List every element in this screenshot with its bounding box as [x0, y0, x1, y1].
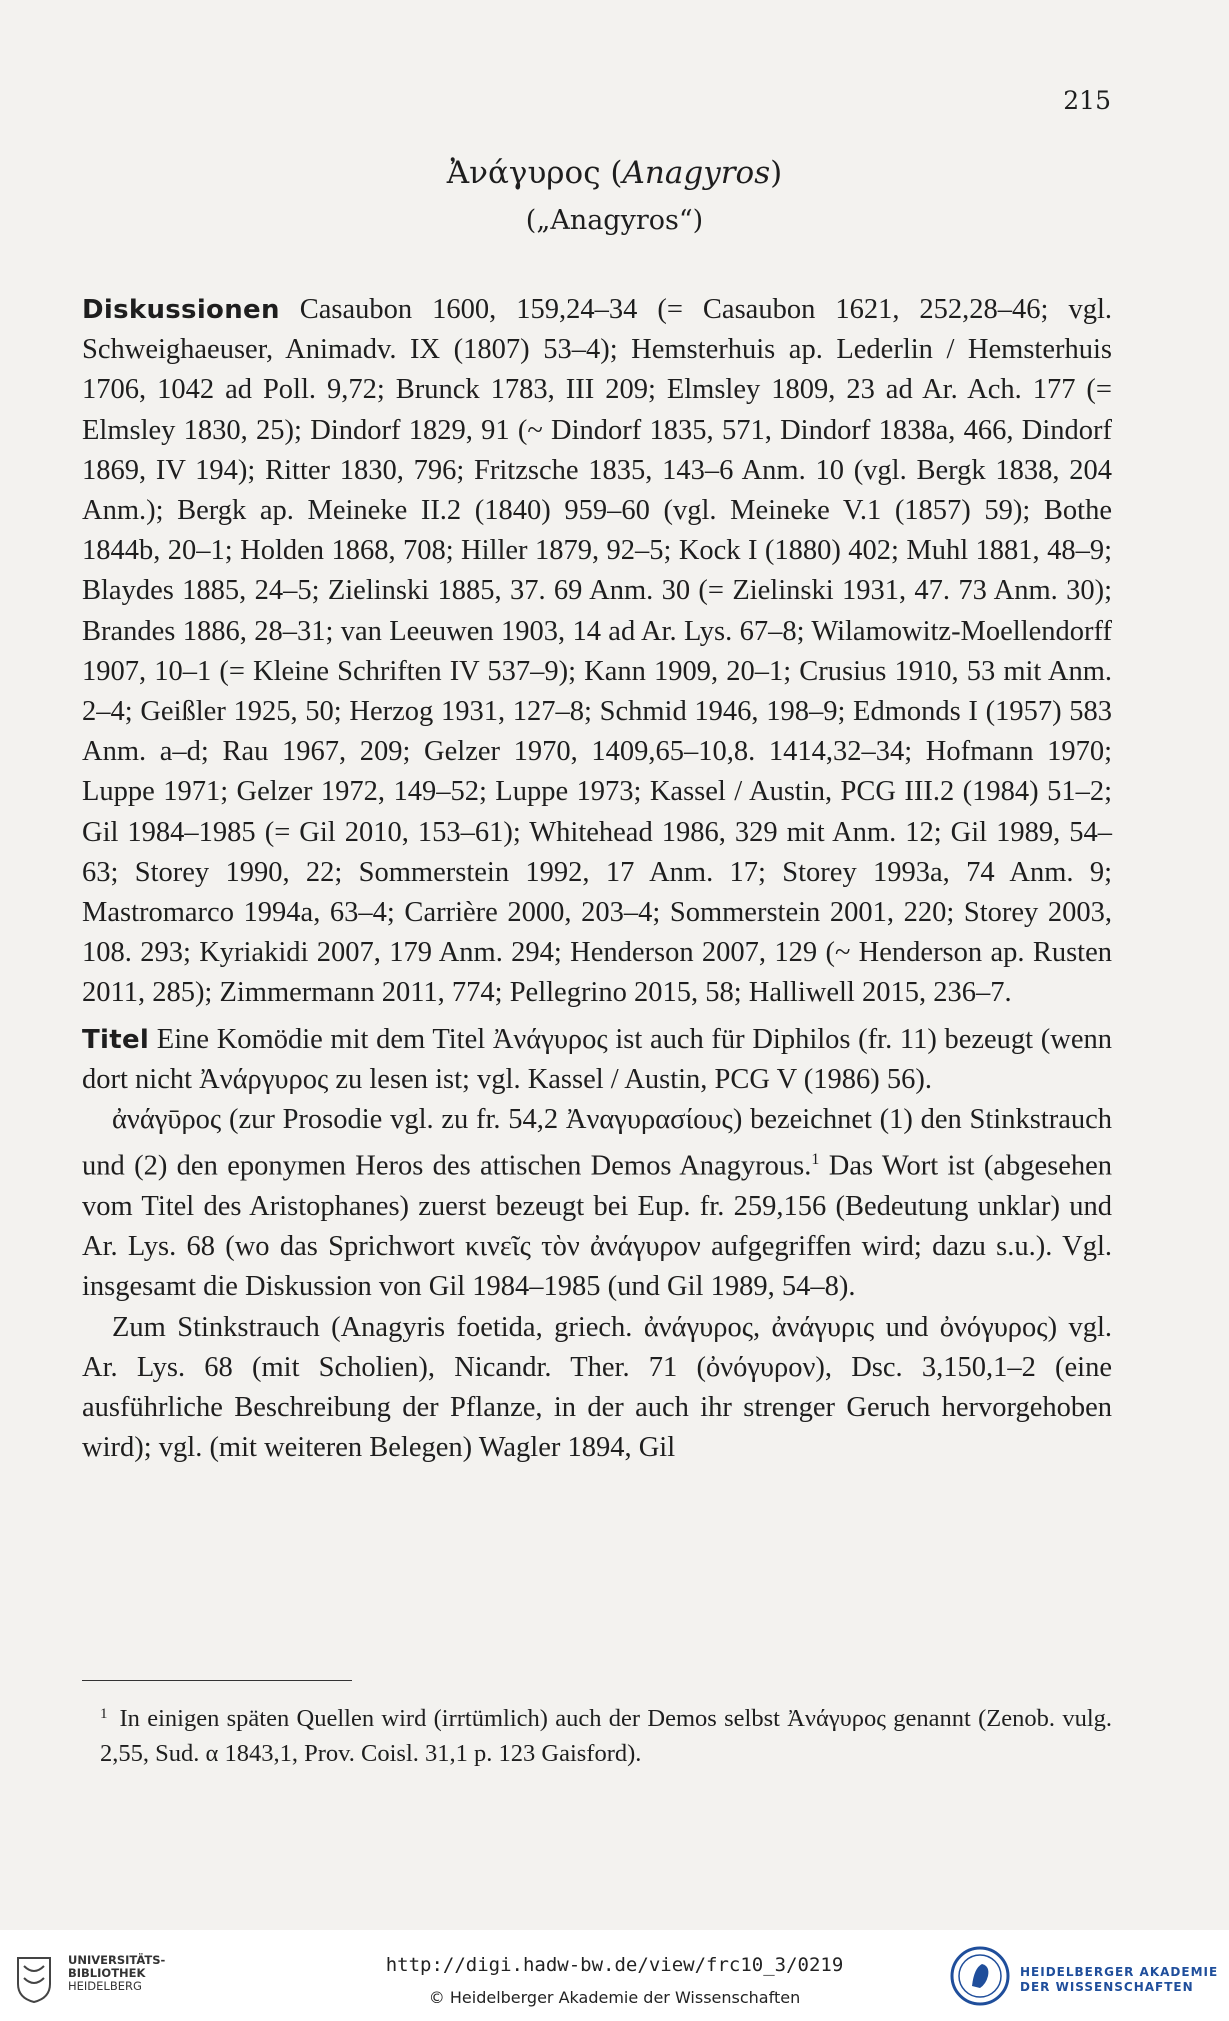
footnote-number: 1 — [100, 1706, 108, 1722]
entry-subtitle: („Anagyros“) — [525, 205, 704, 236]
footnote-divider — [82, 1680, 352, 1681]
entry-title: Ἀνάγυρος (Anagyros) — [446, 155, 783, 191]
prosody-text: ἀνάγῡρος (zur Prosodie vgl. zu fr. 54,2 Ἀναγυρασίους) bezeichnet (1) den Stinkstrauch und (2) den eponymen Heros des attischen Demos Anagyrous. — [82, 1104, 1112, 1182]
footnote-reference[interactable]: 1 — [811, 1151, 820, 1169]
stinkstrauch-paragraph: Zum Stinkstrauch (Anagyris foetida, griech. ἀνάγυρος, ἀνάγυρις und ὀνόγυρος) vgl. Ar. Lys. 68 (mit Scholien), Nicandr. Ther. 71 (ὀνόγυρον), Dsc. 3,150,1–2 (eine ausführliche Beschreibung der Pflanze, in der auch ihr strenger Geruch hervorgehoben wird); vgl. (mit weiteren Belegen) Wagler 1894, Gil — [82, 1311, 1112, 1464]
permalink-url[interactable]: http://digi.hadw-bw.de/view/frc10_3/0219 — [385, 1954, 844, 1976]
digitization-footer — [0, 1930, 1229, 2021]
academy-name: HEIDELBERGER AKADEMIE DER WISSENSCHAFTEN — [1020, 1965, 1219, 1994]
titel-paragraph — [82, 1020, 1112, 1100]
titel-text: Eine Komödie mit dem Titel Ἀνάγυρος ist auch für Diphilos (fr. 11) bezeugt (wenn dort nicht Ἀνάργυρος zu lesen ist; vgl. Kassel / Austin, PCG V (1986) 56). — [82, 1023, 1112, 1095]
prosody-paragraph — [82, 1100, 1112, 1308]
academy-seal-icon — [950, 1946, 1010, 2006]
copyright-notice: © Heidelberger Akademie der Wissenschaften — [428, 1988, 801, 2007]
titel-label: Titel — [82, 1024, 150, 1055]
entry-title-greek: Ἀνάγυρος — [446, 155, 601, 191]
university-library-name: UNIVERSITÄTS- BIBLIOTHEK HEIDELBERG — [68, 1953, 166, 1993]
entry-title-latin: Anagyros — [622, 155, 771, 191]
prosody-text-continued: Das Wort ist (abgesehen vom Titel des Aristophanes) zuerst bezeugt bei Eup. fr. 259,156 (Bedeutung unklar) und Ar. Lys. 68 (wo das Sprichwort κινεῖς τὸν ἀνάγυρον aufgegriffen wird; dazu s.u.). Vgl. insgesamt die Diskussion von Gil 1984–1985 (und Gil 1989, 54–8). — [82, 1150, 1112, 1303]
footnote-text: In einigen späten Quellen wird (irrtümlich) auch der Demos selbst Ἀνάγυρος genannt (Zenob. vulg. 2,55, Sud. α 1843,1, Prov. Coisl. 31,1 p. 123 Gaisford). — [100, 1705, 1112, 1767]
footnote — [100, 1697, 1112, 1771]
commentary-body — [82, 290, 1112, 1468]
diskussionen-label: Diskussionen — [82, 295, 280, 325]
diskussionen-paragraph — [82, 290, 1112, 1014]
diskussionen-text: Casaubon 1600, 159,24–34 (= Casaubon 1621, 252,28–46; vgl. Schweighaeuser, Animadv. IX (1807) 53–4); Hemsterhuis ap. Lederlin / Hemsterhuis 1706, 1042 ad Poll. 9,72; Brunck 1783, III 209; Elmsley 1809, 23 ad Ar. Ach. 177 (= Elmsley 1830, 25); Dindorf 1829, 91 (~ Dindorf 1835, 571, Dindorf 1838a, 466, Dindorf 1869, IV 194); Ritter 1830, 796; Fritzsche 1835, 143–6 Anm. 10 (vgl. Bergk 1838, 204 Anm.); Bergk ap. Meineke II.2 (1840) 959–60 (vgl. Meineke V.1 (1857) 59); Bothe 1844b, 20–1; Holden 1868, 708; Hiller 1879, 92–5; Kock I (1880) 402; Muhl 1881, 48–9; Blaydes 1885, 24–5; Zielinski 1885, 37. 69 Anm. 30 (= Zielinski 1931, 47. 73 Anm. 30); Brandes 1886, 28–31; van Leeuwen 1903, 14 ad Ar. Lys. 67–8; Wilamowitz-Moellendorff 1907, 10–1 (= Kleine Schriften IV 537–9); Kann 1909, 20–1; Crusius 1910, 53 mit Anm. 2–4; Geißler 1925, 50; Herzog 1931, 127–8; Schmid 1946, 198–9; Edmonds I (1957) 583 Anm. a–d; Rau 1967, 209; Gelzer 1970, 1409,65–10,8. 1414,32–34; Hofmann 1970; Luppe 1971; Gelzer 1972, 149–52; Luppe 1973; Kassel / Austin, PCG III.2 (1984) 51–2; Gil 1984–1985 (= Gil 2010, 153–61); Whitehead 1986, 329 mit Anm. 12; Gil 1989, 54–63; Storey 1990, 22; Sommerstein 1992, 17 Anm. 17; Storey 1993a, 74 Anm. 9; Mastromarco 1994a, 63–4; Carrière 2000, 203–4; Sommerstein 2001, 220; Storey 2003, 108. 293; Kyriakidi 2007, 179 Anm. 294; Henderson 2007, 129 (~ Henderson ap. Rusten 2011, 285); Zimmermann 2011, 774; Pellegrino 2015, 58; Halliwell 2015, 236–7. — [82, 294, 1113, 1009]
page-number: 215 — [1063, 86, 1111, 115]
